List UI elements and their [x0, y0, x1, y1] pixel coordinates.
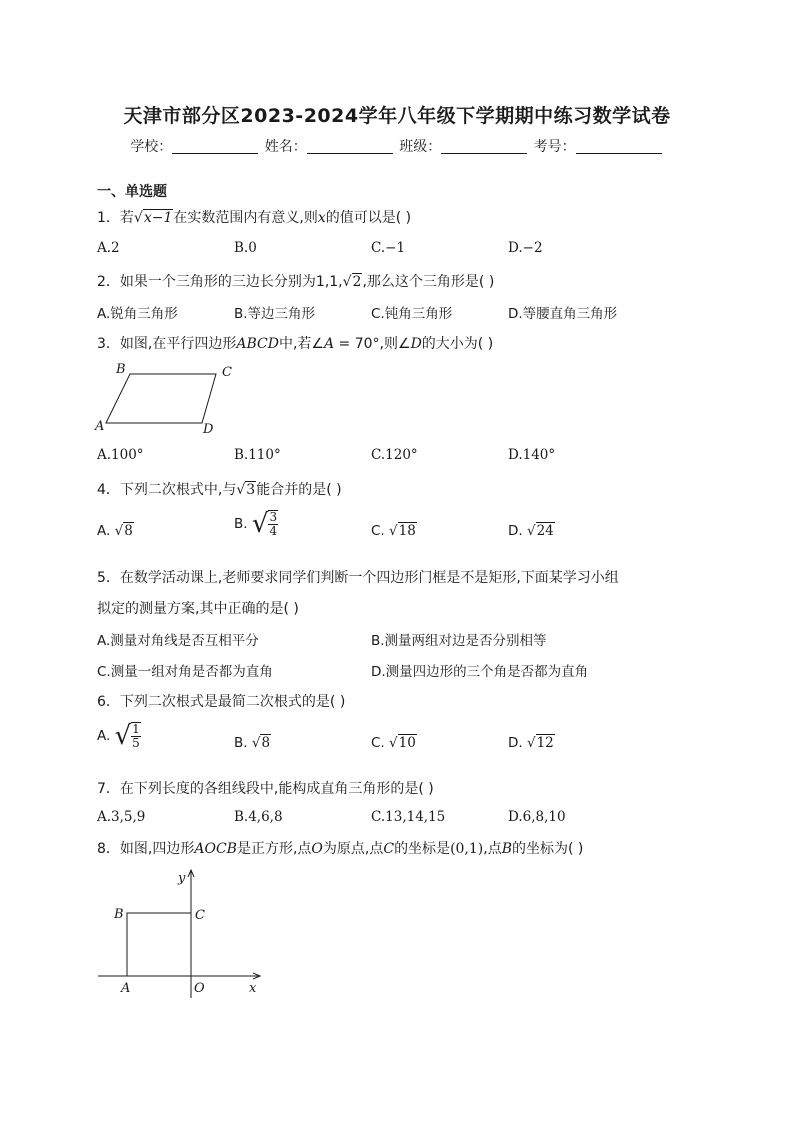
- label-b: B: [114, 907, 124, 922]
- q6-b-radicand: 8: [261, 735, 271, 751]
- q7-option-d[interactable]: D.6,8,10: [508, 809, 566, 825]
- label-x: x: [249, 981, 257, 996]
- q1-pre: 若: [119, 210, 134, 226]
- q2-sqrt: √2: [342, 274, 362, 290]
- label-o: O: [194, 981, 205, 996]
- q8-shape: AOCB: [194, 841, 237, 857]
- q2-radicand: 2: [352, 274, 362, 290]
- class-label: 班级：: [399, 139, 442, 155]
- question-7: 7．在下列长度的各组线段中,能构成直角三角形的是( ): [97, 781, 434, 797]
- question-1: [97, 207, 411, 227]
- q6-b-letter: B.: [234, 735, 248, 751]
- q4-option-c[interactable]: C. √18: [371, 523, 416, 539]
- q4-a-letter: A.: [97, 523, 111, 539]
- q4-sqrt: √3: [236, 482, 256, 498]
- q1-radicand: x−1: [143, 210, 173, 226]
- section-title: 一、单选题: [97, 184, 167, 200]
- question-3: [97, 333, 493, 353]
- q7-option-c[interactable]: C.13,14,15: [371, 809, 446, 825]
- q1-option-a[interactable]: A.2: [97, 240, 120, 256]
- q8-post: 的坐标为( ): [512, 841, 584, 857]
- coordinate-figure: [92, 866, 272, 1000]
- q1-post2: 的值可以是( ): [325, 210, 412, 226]
- q4-c-radicand: 18: [398, 523, 416, 539]
- label-a: A: [121, 981, 131, 996]
- q3-post: 的大小为( ): [421, 336, 494, 352]
- q7-option-a[interactable]: A.3,5,9: [97, 809, 146, 825]
- q4-c-letter: C.: [371, 523, 385, 539]
- q8-mid3: 的坐标是: [394, 841, 451, 857]
- school-label: 学校：: [130, 139, 173, 155]
- q4-a-radicand: 8: [124, 523, 133, 539]
- q1-sqrt: √x−1: [133, 210, 173, 226]
- class-blank[interactable]: [441, 139, 527, 154]
- q3-option-a[interactable]: A.100°: [97, 447, 144, 463]
- label-c: C: [222, 365, 232, 380]
- question-2: [97, 271, 494, 291]
- q2-option-b[interactable]: B.等边三角形: [234, 306, 316, 322]
- q1-var: x: [317, 210, 326, 226]
- q4-option-d[interactable]: D. √24: [508, 523, 554, 539]
- label-d: D: [203, 422, 214, 437]
- q2-post: ,那么这个三角形是( ): [362, 274, 495, 290]
- question-4: [97, 479, 342, 499]
- q8-mid4: ,点: [483, 841, 502, 857]
- label-a: A: [95, 419, 105, 434]
- q5-option-a[interactable]: A.测量对角线是否互相平分: [97, 633, 259, 649]
- q3-angle-a: A: [323, 336, 335, 352]
- q6-c-radicand: 10: [398, 735, 416, 751]
- q6-options: [97, 722, 717, 766]
- parallelogram-figure: [92, 360, 252, 438]
- q1-option-c[interactable]: C.−1: [371, 240, 406, 256]
- q3-eq: = 70°,则∠: [334, 336, 411, 352]
- q5-option-b[interactable]: B.测量两组对边是否分别相等: [371, 633, 547, 649]
- q6-option-c[interactable]: C. √10: [371, 735, 416, 751]
- q6-a-den: 5: [132, 736, 140, 750]
- q4-option-b[interactable]: B. √ $\frac{3}{4}$: [234, 509, 278, 539]
- q3-mid: 中,若∠: [278, 336, 324, 352]
- parallelogram-shape: [106, 374, 216, 423]
- q6-c-letter: C.: [371, 735, 385, 751]
- q4-post: 能合并的是( ): [256, 482, 342, 498]
- q8-mid1: 是正方形,点: [236, 841, 312, 857]
- q6-d-radicand: 12: [536, 735, 554, 751]
- q3-angle-d: D: [410, 336, 422, 352]
- label-c: C: [195, 908, 205, 923]
- q6-a-num: 1: [132, 722, 140, 736]
- q5-option-d[interactable]: D.测量四边形的三个角是否都为直角: [371, 664, 589, 680]
- q4-d-letter: D.: [508, 523, 523, 539]
- q8-mid2: 为原点,点: [322, 841, 384, 857]
- q3-option-c[interactable]: C.120°: [371, 447, 418, 463]
- q1-number: 1．: [97, 210, 120, 226]
- q7-option-b[interactable]: B.4,6,8: [234, 809, 283, 825]
- question-8: [97, 838, 583, 858]
- q4-b-num: 3: [269, 510, 278, 524]
- q5-option-c[interactable]: C.测量一组对角是否都为直角: [97, 664, 273, 680]
- q6-option-a[interactable]: A. √ $\frac{1}{5}$: [97, 721, 140, 751]
- q1-option-d[interactable]: D.−2: [508, 240, 543, 256]
- q8-point-b: B: [501, 841, 513, 857]
- q6-option-d[interactable]: D. √12: [508, 735, 554, 751]
- question-5-line-2: 拟定的测量方案,其中正确的是( ): [97, 601, 299, 617]
- q8-coord: (0,1): [450, 841, 484, 857]
- q3-option-b[interactable]: B.110°: [234, 447, 281, 463]
- q2-option-a[interactable]: A.锐角三角形: [97, 306, 178, 322]
- square-sides: [127, 913, 191, 976]
- q1-option-b[interactable]: B.0: [234, 240, 257, 256]
- name-label: 姓名：: [264, 139, 307, 155]
- question-5-line-1: 5．在数学活动课上,老师要求同学们判断一个四边形门框是不是矩形,下面某学习小组: [97, 570, 619, 586]
- question-6: 6．下列二次根式是最简二次根式的是( ): [97, 694, 346, 710]
- label-y: y: [178, 871, 186, 886]
- q4-pre: 4．下列二次根式中,与: [97, 482, 237, 498]
- q2-option-d[interactable]: D.等腰直角三角形: [508, 306, 618, 322]
- q4-b-den: 4: [269, 524, 278, 538]
- q2-option-c[interactable]: C.钝角三角形: [371, 306, 453, 322]
- q4-options: [97, 510, 717, 554]
- q6-option-b[interactable]: B. √8: [234, 735, 271, 751]
- q4-radicand: 3: [246, 482, 256, 498]
- q3-pre: 3．如图,在平行四边形: [97, 336, 237, 352]
- q8-point-o: O: [311, 841, 323, 857]
- q8-point-c: C: [383, 841, 395, 857]
- page-title: 天津市部分区2023-2024学年八年级下学期期中练习数学试卷: [123, 105, 671, 127]
- q4-b-letter: B.: [234, 516, 248, 532]
- q1-post1: 在实数范围内有意义,则: [173, 210, 318, 226]
- q2-text: 2．如果一个三角形的三边长分别为1,1,: [97, 274, 343, 290]
- id-label: 考号：: [533, 139, 576, 155]
- q3-option-d[interactable]: D.140°: [508, 447, 556, 463]
- q8-pre: 8．如图,四边形: [97, 841, 195, 857]
- school-blank[interactable]: [172, 139, 258, 154]
- q6-a-letter: A.: [97, 728, 111, 744]
- label-b: B: [116, 362, 126, 377]
- student-info-row: [0, 136, 794, 156]
- q4-option-a[interactable]: A. √8: [97, 523, 133, 539]
- name-blank[interactable]: [307, 139, 393, 154]
- q4-d-radicand: 24: [536, 523, 554, 539]
- q6-d-letter: D.: [508, 735, 523, 751]
- id-blank[interactable]: [576, 139, 662, 154]
- q3-shape: ABCD: [236, 336, 279, 352]
